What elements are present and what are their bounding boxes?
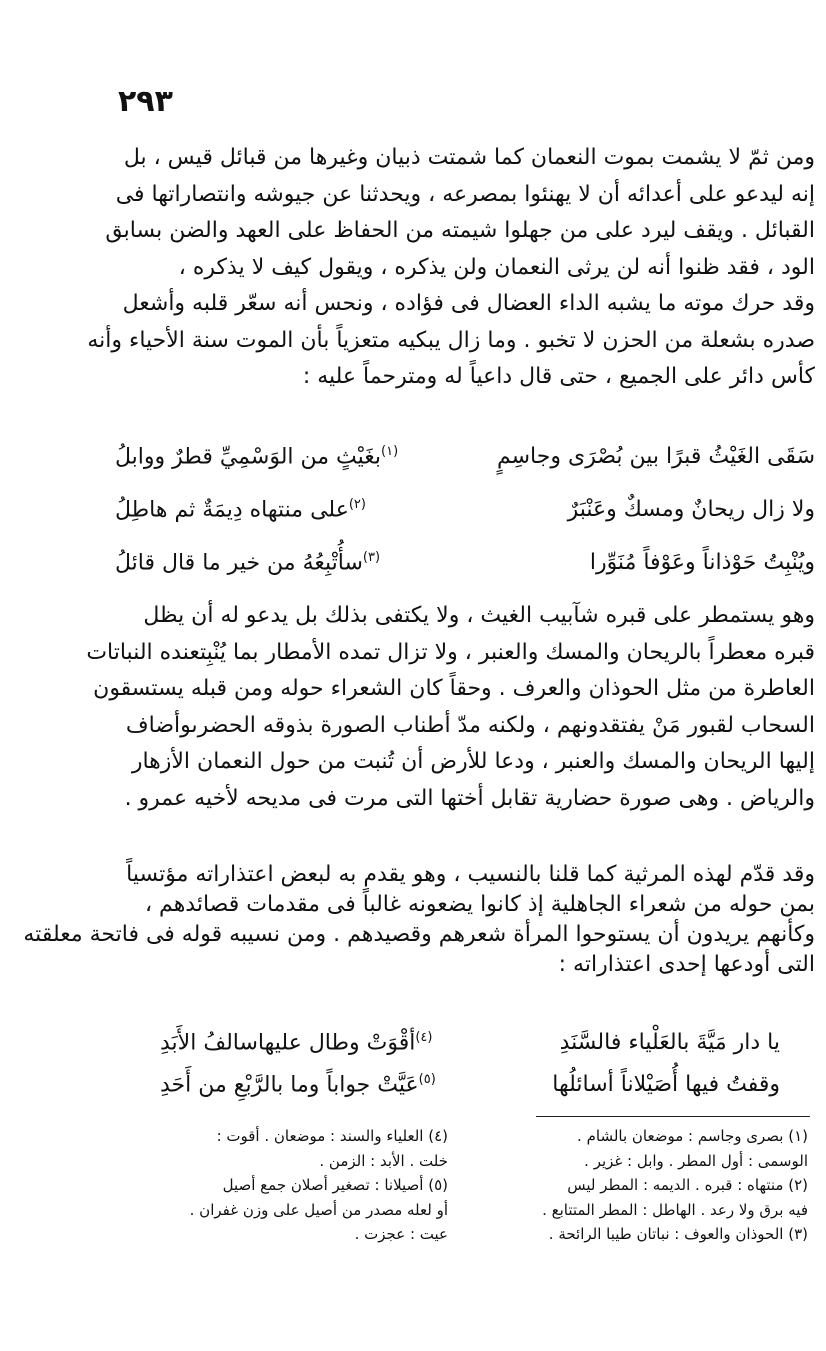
page-number: ٢٩٣ (118, 84, 173, 119)
verse-first-hemistich: يا دار مَيَّةَ بالعَلْياء فالسَّنَدِ (559, 1030, 780, 1055)
text-line: كأس دائر على الجميع ، حتى قال داعياً له ومترحماً عليه : (302, 364, 815, 389)
footnotes-right-column (488, 1124, 808, 1247)
text-line: وهو يستمطر على قبره شآبيب الغيث ، ولا يكتفى بذلك بل يدعو له أن يظل (143, 603, 815, 628)
verse-first-hemistich: ويُنْبِتُ حَوْذاناً وعَوْفاً مُنَوِّرا (589, 550, 815, 575)
text-line: إليها الريحان والمسك والعنبر ، ودعا للأرض أن تُنبت من حول النعمان الأزهار (131, 749, 815, 774)
paragraph-1 (87, 140, 815, 396)
text-line: وقد قدّم لهذه المرثية كما قلنا بالنسيب ، وهو يقدم به لبعض اعتذاراته مؤتسياً (126, 862, 815, 887)
footnote-line: الوسمى : أول المطر . وابل : غزير . (584, 1151, 808, 1170)
footnote-marker: (٣) (362, 550, 381, 565)
footnotes-left-column (118, 1124, 448, 1247)
verse-second-text: أقْوَتْ وطال عليهاسالفُ الأَبَدِ (160, 1030, 416, 1056)
text-line: العاطرة من مثل الحوذان والعرف . وحقاً كان الشعراء حوله ومن قبله يستسقون (93, 676, 815, 701)
poem-verse (115, 444, 815, 480)
text-line: والرياض . وهى صورة حضارية تقابل أختها التى مرت فى مديحه لأخيه عمرو . (124, 785, 815, 811)
footnote-divider (536, 1116, 810, 1117)
text-line: وقد حرك موته ما يشبه الداء العضال فى فؤاده ، ونحس أنه سعّر قلبه وأشعل (122, 291, 815, 316)
text-line: صدره بشعلة من الحزن لا تخبو . وما زال يبكيه متعزياً بأن الموت سنة الأحياء وأنه (87, 327, 815, 353)
text-line: إنه ليدعو على أعدائه أن لا يهنئوا بمصرعه ، ويحدثنا عن جيوشه وانتصاراتها فى (115, 181, 815, 207)
poem-verse (160, 1030, 780, 1070)
verse-second-hemistich (115, 550, 380, 575)
text-line: ومن ثمّ لا يشمت بموت النعمان كما شمتت ذبيان وغيرها من قبائل قيس ، بل (123, 145, 815, 170)
text-line: التى أودعها إحدى اعتذاراته : (558, 952, 815, 977)
verse-first-hemistich: ولا زال ريحانٌ ومسكٌ وعَنْبَرٌ (567, 497, 815, 522)
text-line: قبره معطراً بالريحان والمسك والعنبر ، ولا تزال تمده الأمطار بما يُنْبِتعنده النباتات (86, 639, 815, 665)
text-line: بمن حوله من شعراء الجاهلية إذ كانوا يضعونه غالباً فى مقدمات قصائدهم ، (144, 892, 815, 917)
verse-second-text: على منتهاه دِيمَةٌ ثم هاطِلُ (115, 497, 349, 523)
text-line: الود ، فقد ظنوا أنه لن يرثى النعمان ولن يذكره ، ويقول كيف لا يذكره ، (178, 254, 815, 280)
verse-second-text: سأُتْبِعُهُ من خير ما قال قائلُ (115, 550, 363, 576)
poem-verse (115, 550, 815, 586)
footnote-line: أو لعله مصدر من أصيل على وزن غفران . (189, 1200, 448, 1219)
footnote-line: (٥) أصيلانا : تصغير أصلان جمع أصيل (222, 1176, 448, 1194)
poem-verse (115, 497, 815, 533)
verse-second-text: عَيَّتْ جواباً وما بالرَّبْعِ من أَحَدِ (160, 1072, 419, 1098)
footnote-marker: (٢) (348, 497, 366, 512)
footnote-line: (٤) العلياء والسند : موضعان . أقوت : (216, 1127, 448, 1145)
verse-second-hemistich (160, 1030, 432, 1055)
footnote-marker: (٤) (415, 1030, 433, 1045)
footnote-line: (٣) الحوذان والعوف : نباتان طيبا الرائحة . (548, 1225, 808, 1243)
paragraph-3 (23, 860, 815, 980)
verse-second-hemistich (115, 444, 398, 469)
text-line: السحاب لقبور مَنْ يفتقدونهم ، ولكنه مدّ أطناب الصورة بذوقه الحضرىوأضاف (125, 712, 815, 738)
footnote-line: (١) بصرى وجاسم : موضعان بالشام . (577, 1127, 808, 1145)
verse-second-hemistich (115, 497, 366, 522)
footnote-marker: (١) (381, 444, 399, 459)
text-line: القبائل . ويقف ليرد على من جهلوا شيمته من الحفاظ على العهد والضن بسابق (105, 218, 815, 243)
verse-second-hemistich (160, 1072, 436, 1097)
footnote-marker: (٥) (418, 1072, 436, 1087)
poem-verse (160, 1072, 780, 1112)
verse-first-hemistich: سَقَى الغَيْثُ قبرًا بين بُصْرَى وجاسِمٍ (496, 444, 815, 469)
verse-first-hemistich: وقفتُ فيها أُصَيْلاناً أسائلُها (552, 1072, 780, 1097)
footnote-line: فيه برق ولا رعد . الهاطل : المطر المتتابع . (542, 1200, 808, 1219)
verse-second-text: بغَيْثٍ من الوَسْمِيِّ قطرٌ ووابلُ (115, 444, 381, 470)
footnote-line: (٢) منتهاه : قبره . الديمه : المطر ليس (567, 1176, 808, 1194)
footnote-line: خلت . الأبد : الزمن . (319, 1151, 448, 1170)
paragraph-2 (86, 598, 815, 817)
footnote-line: عيت : عجزت . (354, 1225, 448, 1243)
text-line: وكأنهم يريدون أن يستوحوا المرأة شعرهم وقصيدهم . ومن نسيبه قوله فى فاتحة معلقته (23, 922, 815, 947)
